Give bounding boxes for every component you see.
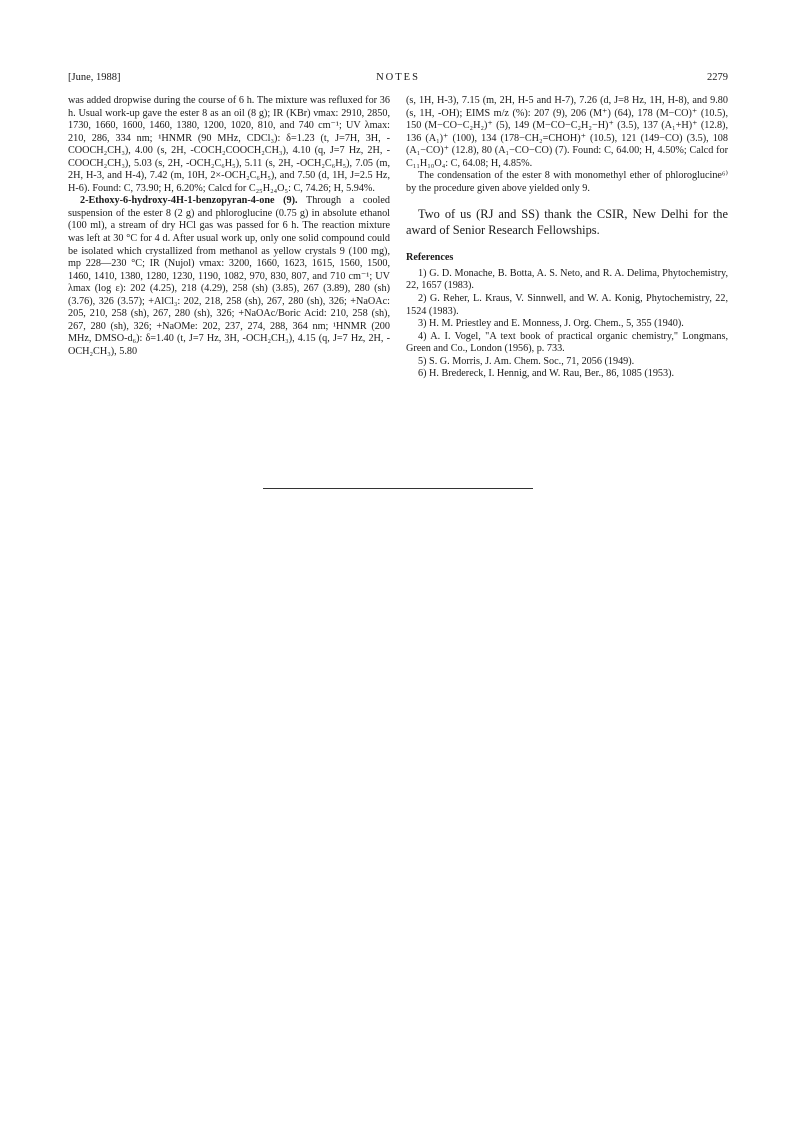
section-title: NOTES	[376, 72, 420, 83]
reference-item: 3) H. M. Priestley and E. Monness, J. Org. Chem., 5, 355 (1940).	[418, 318, 684, 330]
reference-item: 5) S. G. Morris, J. Am. Chem. Soc., 71, 2056 (1949).	[418, 355, 635, 367]
paragraph-spectra: (s, 1H, H-3), 7.15 (m, 2H, H-5 and H-7), 7.26 (d, J=8 Hz, 1H, H-8), and 9.80 (s, 1H, -OH); EIMS m/z (%): 207 (9), 206 (M⁺) (64), 178 (M−CO)⁺ (10.5), 150 (M−CO−C₂H₂)⁺ (5), 149 (M−CO−C₂H₂−H)⁺ (3.5), 137 (A₁+H)⁺ (12.8), 136 (A₁)⁺ (100), 134 (178−CH₂=CHOH)⁺ (10.5), 121 (149−CO) (3.5), 108 (A₁−CO)⁺ (12.8), 80 (A₁−CO−CO) (7). Found: C, 64.00; H, 4.50%; Calcd for C₁₁H₁₀O₄: C, 64.08; H, 4.85%.	[406, 95, 728, 169]
reference-item: 1) G. D. Monache, B. Botta, A. S. Neto, and R. A. Delima, Phytochemistry, 22, 1657 (1983).	[406, 267, 728, 292]
paragraph-condensation: The condensation of the ester 8 with monomethyl ether of phloroglucine⁶⁾ by the procedure given above yielded only 9.	[406, 170, 728, 194]
end-rule	[263, 488, 533, 489]
compound-9-body: Through a cooled suspension of the ester 8 (2 g) and phloroglucine (0.75 g) in absolute ethanol (100 ml), a stream of dry HCl gas was passed for 6 h. The reaction mixture was left at 30 °C for 4 d. After usual work up, only one solid compound could be isolated which crystallized from methanol as yellow crystals 9 (100 mg), mp 228—230 °C; IR (Nujol) νmax: 3200, 1660, 1623, 1615, 1560, 1500, 1460, 1410, 1380, 1280, 1230, 1190, 1082, 970, 830, 807, and 710 cm⁻¹; UV λmax (log ε): 202 (4.25), 218 (4.29), 258 (sh) (3.85), 267 (3.89), 280 (sh) (3.76), 326 (3.57); +AlCl₃: 202, 218, 258 (sh), 267, 280 (sh), 326; +NaOAc: 205, 210, 258 (sh), 267, 280 (sh), 326; +NaOAc/Boric Acid: 210, 258 (sh), 267, 280 (sh), 326; +NaOMe: 202, 237, 274, 288, 364 nm; ¹HNMR (200 MHz, DMSO-d₆): δ=1.40 (t, J=7 Hz, 3H, -OCH₂CH₃), 4.15 (q, J=7 Hz, 2H, -OCH₂CH₃), 5.80	[68, 195, 391, 357]
running-header	[68, 72, 728, 86]
reference-item: 2) G. Reher, L. Kraus, V. Sinnwell, and W. A. Konig, Phytochemistry, 22, 1524 (1983).	[406, 293, 728, 317]
acknowledgement: Two of us (RJ and SS) thank the CSIR, New Delhi for the award of Senior Research Fellowships.	[406, 207, 728, 237]
references-heading: References	[406, 252, 454, 264]
page-number: 2279	[707, 72, 728, 83]
reference-item: 4) A. I. Vogel, "A text book of practical organic chemistry," Longmans, Green and Co., London (1956), p. 733.	[406, 330, 728, 355]
reference-item: 6) H. Bredereck, I. Hennig, and W. Rau, Ber., 86, 1085 (1953).	[418, 368, 675, 380]
compound-9-heading: 2-Ethoxy-6-hydroxy-4H-1-benzopyran-4-one (9).	[80, 195, 298, 207]
paragraph-ester-8: was added dropwise during the course of 6 h. The mixture was refluxed for 36 h. Usual work-up gave the ester 8 as an oil (8 g); IR (KBr) νmax: 2910, 2850, 1730, 1660, 1600, 1460, 1380, 1200, 1020, 810, and 740 cm⁻¹; UV λmax: 210, 286, 334 nm; ¹HNMR (90 MHz, CDCl₃): δ=1.23 (t, J=7H, 3H, -COOCH₂CH₃), 4.00 (s, 2H, -COCH₂COOCH₂CH₃), 4.10 (q, J=7 Hz, 2H, -COOCH₂CH₃), 5.03 (s, 2H, -OCH₂C₆H₅), 5.11 (s, 2H, -OCH₂C₆H₅), 7.05 (m, 2H, H-3, and H-4), 7.42 (m, 10H, 2×-OCH₂C₆H₅), and 7.50 (d, 1H, J=2.5 Hz, H-6). Found: C, 73.90; H, 6.20%; Calcd for C₂₅H₂₄O₅: C, 74.26; H, 5.94%.	[68, 95, 390, 194]
issue-date: [June, 1988]	[68, 72, 121, 83]
left-column	[68, 95, 390, 358]
paragraph-compound-9	[68, 195, 390, 358]
right-column	[406, 95, 728, 381]
